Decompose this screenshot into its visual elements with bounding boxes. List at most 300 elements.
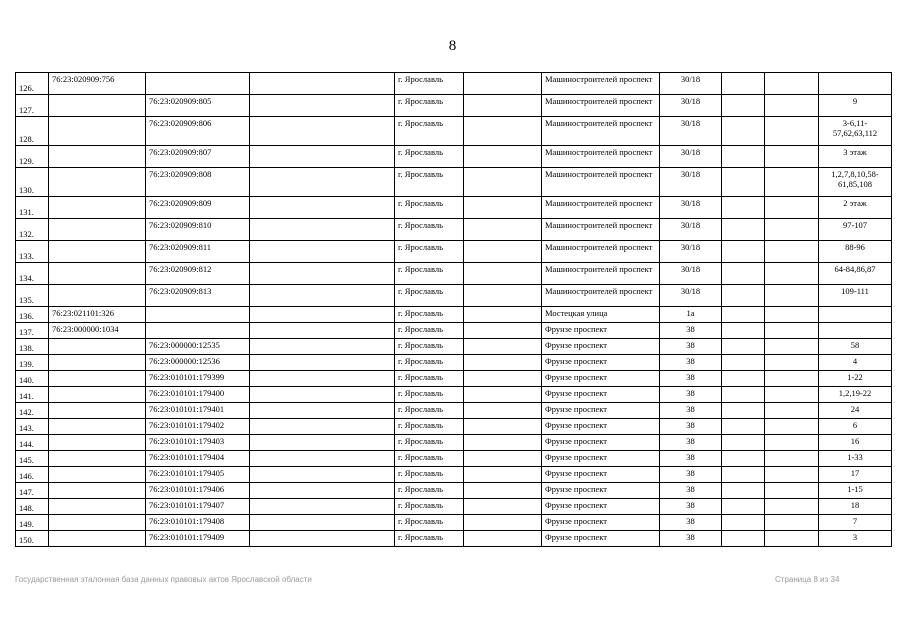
city-cell: г. Ярославль (395, 355, 464, 371)
rooms-cell (819, 73, 892, 95)
empty-cell (250, 285, 395, 307)
empty-cell (765, 515, 819, 531)
empty-cell (722, 117, 765, 146)
city-cell: г. Ярославль (395, 307, 464, 323)
empty-cell (722, 339, 765, 355)
city-cell: г. Ярославль (395, 419, 464, 435)
footer-source: Государственная эталонная база данных правовых актов Ярославской области (15, 575, 312, 584)
street-cell: Машиностроителей проспект (542, 263, 660, 285)
house-number-cell: 38 (660, 403, 722, 419)
empty-cell (250, 531, 395, 547)
empty-cell (464, 263, 542, 285)
city-cell: г. Ярославль (395, 73, 464, 95)
row-number: 128. (16, 117, 49, 146)
empty-cell (464, 168, 542, 197)
empty-cell (722, 403, 765, 419)
table-row (16, 117, 892, 146)
rooms-cell: 3-6,11-57,62,63,112 (819, 117, 892, 146)
empty-cell (250, 168, 395, 197)
house-number-cell: 38 (660, 355, 722, 371)
empty-cell (765, 355, 819, 371)
row-number: 144. (16, 435, 49, 451)
cadastral-number-premises: 76:23:010101:179405 (146, 467, 250, 483)
house-number-cell: 30/18 (660, 241, 722, 263)
cadastral-number-premises: 76:23:020909:806 (146, 117, 250, 146)
row-number: 135. (16, 285, 49, 307)
street-cell: Машиностроителей проспект (542, 219, 660, 241)
empty-cell (250, 339, 395, 355)
row-number: 150. (16, 531, 49, 547)
empty-cell (722, 531, 765, 547)
empty-cell (250, 451, 395, 467)
empty-cell (464, 197, 542, 219)
row-number: 138. (16, 339, 49, 355)
empty-cell (722, 499, 765, 515)
city-cell: г. Ярославль (395, 219, 464, 241)
cadastral-number-premises: 76:23:010101:179402 (146, 419, 250, 435)
row-number: 141. (16, 387, 49, 403)
cadastral-number-building (49, 241, 146, 263)
empty-cell (250, 117, 395, 146)
cadastral-number-building (49, 197, 146, 219)
house-number-cell: 38 (660, 339, 722, 355)
cadastral-number-building (49, 339, 146, 355)
cadastral-number-premises (146, 323, 250, 339)
rooms-cell: 3 этаж (819, 146, 892, 168)
empty-cell (464, 307, 542, 323)
empty-cell (722, 419, 765, 435)
table-row (16, 307, 892, 323)
city-cell: г. Ярославль (395, 146, 464, 168)
city-cell: г. Ярославль (395, 263, 464, 285)
empty-cell (464, 467, 542, 483)
rooms-cell: 24 (819, 403, 892, 419)
street-cell: Машиностроителей проспект (542, 285, 660, 307)
street-cell: Машиностроителей проспект (542, 197, 660, 219)
house-number-cell: 38 (660, 323, 722, 339)
row-number: 139. (16, 355, 49, 371)
table-row (16, 467, 892, 483)
cadastral-number-building (49, 419, 146, 435)
city-cell: г. Ярославль (395, 197, 464, 219)
city-cell: г. Ярославль (395, 467, 464, 483)
rooms-cell: 1-33 (819, 451, 892, 467)
city-cell: г. Ярославль (395, 95, 464, 117)
street-cell: Фрунзе проспект (542, 339, 660, 355)
rooms-cell: 58 (819, 339, 892, 355)
house-number-cell: 38 (660, 371, 722, 387)
row-number: 132. (16, 219, 49, 241)
cadastral-number-building (49, 219, 146, 241)
cadastral-number-building (49, 483, 146, 499)
rooms-cell: 18 (819, 499, 892, 515)
empty-cell (464, 451, 542, 467)
house-number-cell: 30/18 (660, 146, 722, 168)
empty-cell (765, 73, 819, 95)
empty-cell (722, 146, 765, 168)
table-row (16, 146, 892, 168)
table-row (16, 387, 892, 403)
empty-cell (765, 241, 819, 263)
table-row (16, 531, 892, 547)
empty-cell (722, 435, 765, 451)
empty-cell (464, 241, 542, 263)
table-row (16, 168, 892, 197)
cadastral-number-premises: 76:23:020909:807 (146, 146, 250, 168)
rooms-cell: 88-96 (819, 241, 892, 263)
empty-cell (250, 95, 395, 117)
table-row (16, 285, 892, 307)
row-number: 143. (16, 419, 49, 435)
cadastral-number-building (49, 467, 146, 483)
cadastral-number-building (49, 435, 146, 451)
empty-cell (765, 219, 819, 241)
rooms-cell (819, 307, 892, 323)
rooms-cell: 17 (819, 467, 892, 483)
house-number-cell: 30/18 (660, 73, 722, 95)
empty-cell (765, 95, 819, 117)
table-row (16, 371, 892, 387)
cadastral-number-premises: 76:23:020909:811 (146, 241, 250, 263)
house-number-cell: 38 (660, 435, 722, 451)
rooms-cell: 16 (819, 435, 892, 451)
empty-cell (765, 419, 819, 435)
city-cell: г. Ярославль (395, 168, 464, 197)
cadastral-number-premises: 76:23:020909:809 (146, 197, 250, 219)
empty-cell (250, 146, 395, 168)
empty-cell (464, 146, 542, 168)
rooms-cell: 1-15 (819, 483, 892, 499)
row-number: 127. (16, 95, 49, 117)
cadastral-number-building (49, 117, 146, 146)
city-cell: г. Ярославль (395, 451, 464, 467)
empty-cell (250, 467, 395, 483)
cadastral-number-premises: 76:23:010101:179401 (146, 403, 250, 419)
empty-cell (464, 435, 542, 451)
house-number-cell: 38 (660, 451, 722, 467)
table-row (16, 197, 892, 219)
empty-cell (765, 263, 819, 285)
cadastral-number-building (49, 355, 146, 371)
empty-cell (722, 515, 765, 531)
cadastral-number-building (49, 263, 146, 285)
empty-cell (722, 73, 765, 95)
cadastral-number-building (49, 403, 146, 419)
row-number: 147. (16, 483, 49, 499)
empty-cell (722, 95, 765, 117)
empty-cell (464, 73, 542, 95)
empty-cell (765, 307, 819, 323)
house-number-cell: 38 (660, 419, 722, 435)
house-number-cell: 38 (660, 515, 722, 531)
street-cell: Машиностроителей проспект (542, 95, 660, 117)
footer-page-counter: Страница 8 из 34 (775, 575, 840, 584)
city-cell: г. Ярославль (395, 531, 464, 547)
empty-cell (765, 483, 819, 499)
empty-cell (250, 355, 395, 371)
street-cell: Фрунзе проспект (542, 371, 660, 387)
house-number-cell: 38 (660, 499, 722, 515)
table-row (16, 355, 892, 371)
empty-cell (464, 531, 542, 547)
table-row (16, 451, 892, 467)
empty-cell (464, 499, 542, 515)
row-number: 131. (16, 197, 49, 219)
cadastral-number-premises: 76:23:010101:179399 (146, 371, 250, 387)
empty-cell (722, 483, 765, 499)
empty-cell (722, 387, 765, 403)
cadastral-number-premises (146, 73, 250, 95)
table-row (16, 241, 892, 263)
rooms-cell: 1-22 (819, 371, 892, 387)
row-number: 129. (16, 146, 49, 168)
empty-cell (722, 451, 765, 467)
city-cell: г. Ярославль (395, 387, 464, 403)
cadastral-number-building (49, 515, 146, 531)
empty-cell (464, 387, 542, 403)
empty-cell (765, 403, 819, 419)
city-cell: г. Ярославль (395, 117, 464, 146)
empty-cell (765, 168, 819, 197)
street-cell: Мостецкая улица (542, 307, 660, 323)
empty-cell (765, 285, 819, 307)
empty-cell (765, 197, 819, 219)
street-cell: Фрунзе проспект (542, 355, 660, 371)
house-number-cell: 30/18 (660, 285, 722, 307)
house-number-cell: 38 (660, 531, 722, 547)
empty-cell (464, 323, 542, 339)
empty-cell (722, 355, 765, 371)
street-cell: Машиностроителей проспект (542, 241, 660, 263)
street-cell: Машиностроителей проспект (542, 73, 660, 95)
empty-cell (765, 371, 819, 387)
empty-cell (250, 371, 395, 387)
empty-cell (464, 117, 542, 146)
cadastral-number-building (49, 146, 146, 168)
row-number: 134. (16, 263, 49, 285)
cadastral-number-building (49, 168, 146, 197)
row-number: 130. (16, 168, 49, 197)
registry-table (15, 72, 892, 547)
empty-cell (250, 307, 395, 323)
empty-cell (250, 499, 395, 515)
table-row (16, 95, 892, 117)
empty-cell (250, 483, 395, 499)
city-cell: г. Ярославль (395, 483, 464, 499)
empty-cell (250, 197, 395, 219)
cadastral-number-building (49, 387, 146, 403)
empty-cell (765, 467, 819, 483)
street-cell: Фрунзе проспект (542, 483, 660, 499)
house-number-cell: 38 (660, 483, 722, 499)
empty-cell (464, 515, 542, 531)
empty-cell (250, 387, 395, 403)
rooms-cell: 6 (819, 419, 892, 435)
rooms-cell: 97-107 (819, 219, 892, 241)
empty-cell (464, 371, 542, 387)
row-number: 146. (16, 467, 49, 483)
row-number: 137. (16, 323, 49, 339)
cadastral-number-premises: 76:23:010101:179406 (146, 483, 250, 499)
cadastral-number-building (49, 531, 146, 547)
row-number: 136. (16, 307, 49, 323)
city-cell: г. Ярославль (395, 285, 464, 307)
cadastral-number-premises: 76:23:010101:179407 (146, 499, 250, 515)
street-cell: Фрунзе проспект (542, 419, 660, 435)
rooms-cell: 109-111 (819, 285, 892, 307)
cadastral-number-building (49, 451, 146, 467)
empty-cell (765, 531, 819, 547)
rooms-cell: 9 (819, 95, 892, 117)
empty-cell (464, 95, 542, 117)
row-number: 148. (16, 499, 49, 515)
empty-cell (464, 355, 542, 371)
cadastral-number-building: 76:23:000000:1034 (49, 323, 146, 339)
empty-cell (250, 323, 395, 339)
cadastral-number-premises: 76:23:010101:179404 (146, 451, 250, 467)
cadastral-number-premises: 76:23:020909:810 (146, 219, 250, 241)
house-number-cell: 30/18 (660, 219, 722, 241)
empty-cell (765, 435, 819, 451)
table-row (16, 515, 892, 531)
empty-cell (722, 197, 765, 219)
cadastral-number-premises: 76:23:020909:805 (146, 95, 250, 117)
empty-cell (464, 285, 542, 307)
city-cell: г. Ярославль (395, 435, 464, 451)
empty-cell (250, 73, 395, 95)
row-number: 149. (16, 515, 49, 531)
empty-cell (250, 403, 395, 419)
street-cell: Машиностроителей проспект (542, 168, 660, 197)
street-cell: Фрунзе проспект (542, 323, 660, 339)
rooms-cell: 2 этаж (819, 197, 892, 219)
cadastral-number-building (49, 371, 146, 387)
empty-cell (464, 219, 542, 241)
empty-cell (250, 219, 395, 241)
city-cell: г. Ярославль (395, 241, 464, 263)
cadastral-number-premises: 76:23:010101:179408 (146, 515, 250, 531)
street-cell: Фрунзе проспект (542, 387, 660, 403)
city-cell: г. Ярославль (395, 339, 464, 355)
empty-cell (722, 241, 765, 263)
empty-cell (722, 371, 765, 387)
empty-cell (765, 117, 819, 146)
empty-cell (722, 285, 765, 307)
cadastral-number-building (49, 499, 146, 515)
empty-cell (765, 451, 819, 467)
empty-cell (722, 307, 765, 323)
empty-cell (722, 219, 765, 241)
table-row (16, 419, 892, 435)
page-number: 8 (448, 38, 457, 54)
cadastral-number-premises (146, 307, 250, 323)
city-cell: г. Ярославль (395, 403, 464, 419)
table-row (16, 339, 892, 355)
street-cell: Фрунзе проспект (542, 531, 660, 547)
cadastral-number-building: 76:23:021101:326 (49, 307, 146, 323)
table-row (16, 73, 892, 95)
empty-cell (722, 168, 765, 197)
empty-cell (250, 419, 395, 435)
street-cell: Фрунзе проспект (542, 451, 660, 467)
cadastral-number-premises: 76:23:020909:813 (146, 285, 250, 307)
house-number-cell: 30/18 (660, 95, 722, 117)
rooms-cell: 4 (819, 355, 892, 371)
rooms-cell (819, 323, 892, 339)
city-cell: г. Ярославль (395, 515, 464, 531)
city-cell: г. Ярославль (395, 371, 464, 387)
row-number: 145. (16, 451, 49, 467)
street-cell: Фрунзе проспект (542, 435, 660, 451)
cadastral-number-premises: 76:23:010101:179400 (146, 387, 250, 403)
empty-cell (765, 387, 819, 403)
house-number-cell: 38 (660, 387, 722, 403)
street-cell: Фрунзе проспект (542, 499, 660, 515)
empty-cell (722, 263, 765, 285)
table-row (16, 483, 892, 499)
street-cell: Фрунзе проспект (542, 467, 660, 483)
row-number: 133. (16, 241, 49, 263)
cadastral-number-building: 76:23:020909:756 (49, 73, 146, 95)
city-cell: г. Ярославль (395, 323, 464, 339)
street-cell: Фрунзе проспект (542, 515, 660, 531)
empty-cell (250, 263, 395, 285)
empty-cell (722, 323, 765, 339)
cadastral-number-premises: 76:23:010101:179403 (146, 435, 250, 451)
street-cell: Машиностроителей проспект (542, 117, 660, 146)
row-number: 142. (16, 403, 49, 419)
rooms-cell: 7 (819, 515, 892, 531)
rooms-cell: 1,2,7,8,10,58-61,85,108 (819, 168, 892, 197)
rooms-cell: 64-84,86,87 (819, 263, 892, 285)
house-number-cell: 30/18 (660, 197, 722, 219)
row-number: 126. (16, 73, 49, 95)
table-row (16, 323, 892, 339)
empty-cell (250, 435, 395, 451)
house-number-cell: 30/18 (660, 117, 722, 146)
empty-cell (464, 419, 542, 435)
table-row (16, 435, 892, 451)
rooms-cell: 1,2,19-22 (819, 387, 892, 403)
empty-cell (464, 403, 542, 419)
house-number-cell: 30/18 (660, 263, 722, 285)
cadastral-number-premises: 76:23:020909:808 (146, 168, 250, 197)
empty-cell (722, 467, 765, 483)
rooms-cell: 3 (819, 531, 892, 547)
empty-cell (250, 515, 395, 531)
empty-cell (765, 339, 819, 355)
row-number: 140. (16, 371, 49, 387)
street-cell: Фрунзе проспект (542, 403, 660, 419)
cadastral-number-building (49, 95, 146, 117)
empty-cell (464, 483, 542, 499)
empty-cell (765, 499, 819, 515)
house-number-cell: 1а (660, 307, 722, 323)
table-row (16, 219, 892, 241)
cadastral-number-building (49, 285, 146, 307)
table-row (16, 403, 892, 419)
house-number-cell: 30/18 (660, 168, 722, 197)
empty-cell (765, 146, 819, 168)
empty-cell (250, 241, 395, 263)
city-cell: г. Ярославль (395, 499, 464, 515)
empty-cell (464, 339, 542, 355)
house-number-cell: 38 (660, 467, 722, 483)
table-row (16, 263, 892, 285)
cadastral-number-premises: 76:23:000000:12535 (146, 339, 250, 355)
empty-cell (765, 323, 819, 339)
street-cell: Машиностроителей проспект (542, 146, 660, 168)
